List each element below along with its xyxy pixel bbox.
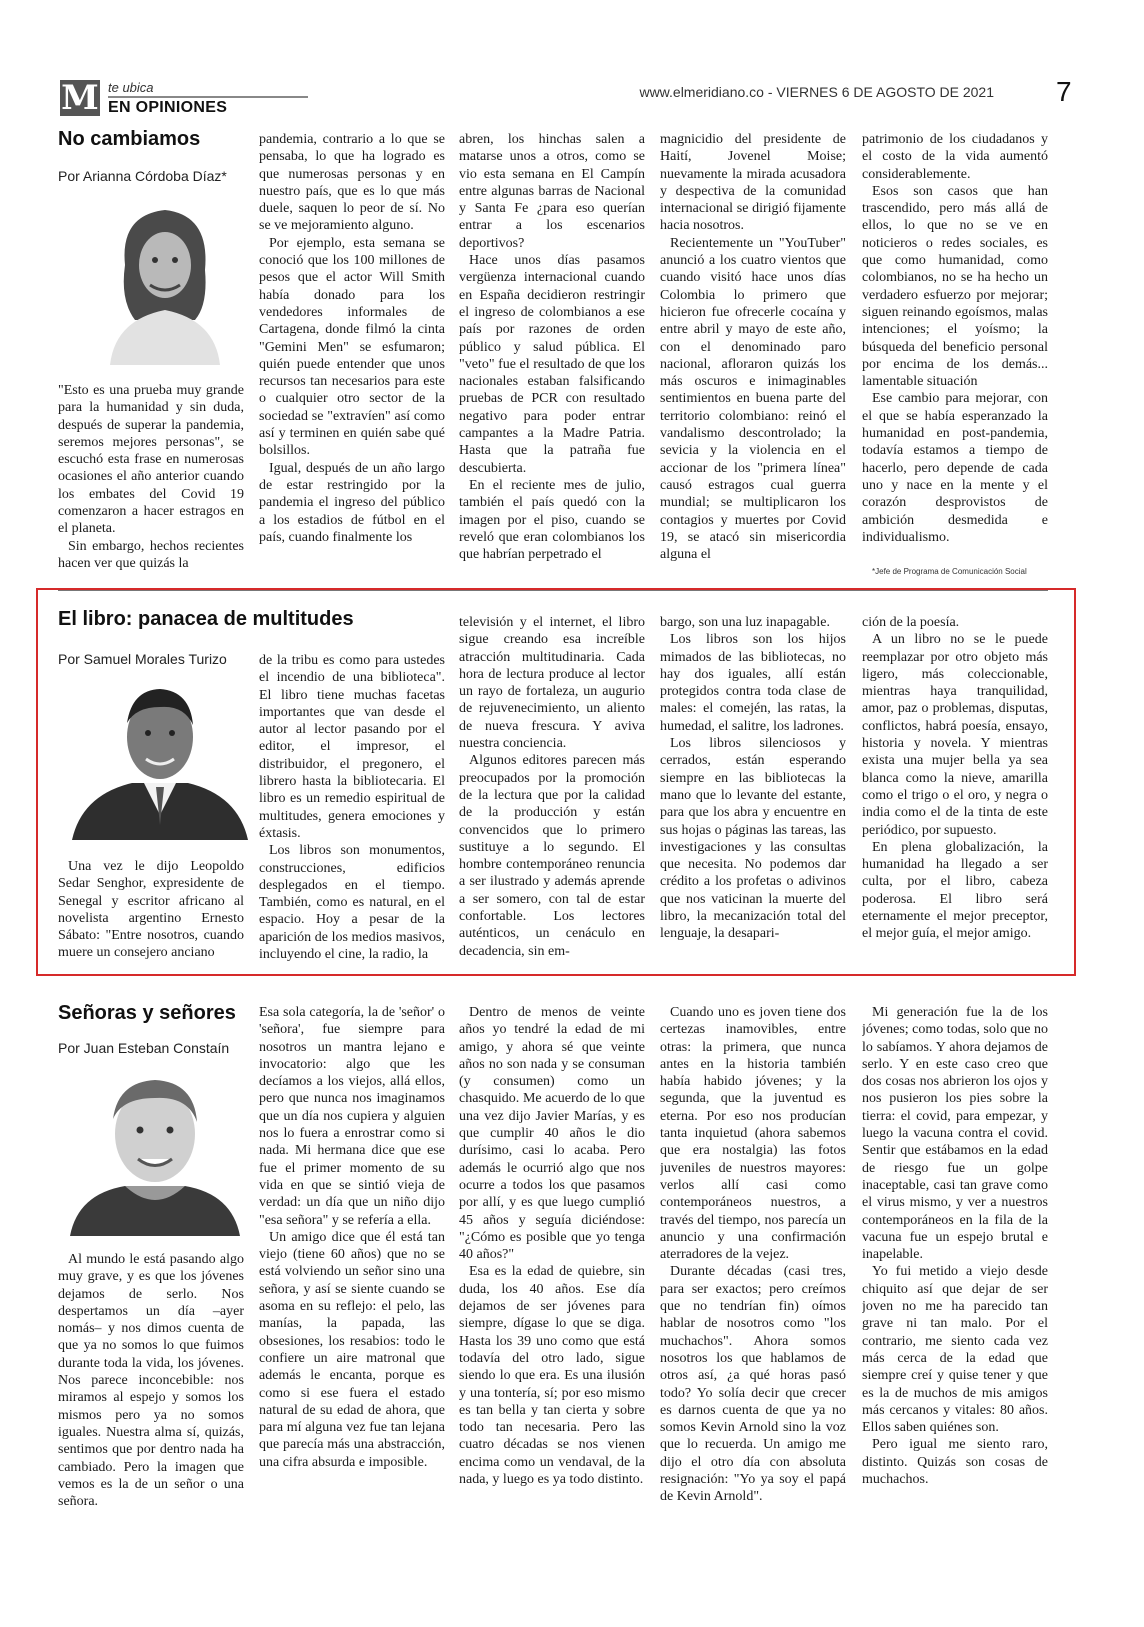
article-title: Señoras y señores [58, 1002, 236, 1024]
paragraph: Al mundo le está pasando algo muy grave, y es que los jóvenes dejamos de serlo. Nos despertamos un día –ayer nomás– y nos dimos cuenta de que ya no somos lo que fuimos durante toda la vida, los jóvenes. Nos parece inconcebible: nos miramos al espejo y somos los mismos pero ya no somos iguales. Nuestra alma sí, quizás, sentimos que por dentro nada ha cambiado. Pero la imagen que vemos es la de un señor o una señora. [58, 1252, 244, 1510]
article-column-4 [660, 1004, 846, 1534]
paragraph: Los libros son monumentos, construcciones, edificios desplegados en el tiempo. También, como es natural, en el espacio. Hoy a pesar de la aparición de los medios masivos, incluyendo el cine, la radio, la [259, 843, 445, 963]
paragraph: Hace unos días pasamos vergüenza internacional cuando en España decidieron restringir el ingreso de colombianos a ese país por razones de orden público y salud pública. El "veto" fue el resultado de que los nacionales estaban falsificando pruebas de PCR con resultado negativo para poder entrar campantes a la Madre Patria. Hasta que la patraña fue descubierta. [459, 253, 645, 476]
site-and-date: www.elmeridiano.co - VIERNES 6 DE AGOSTO DE 2021 [639, 84, 994, 100]
article-column-1 [58, 858, 244, 968]
article-column-4 [660, 614, 846, 970]
man-portrait-young-icon [70, 1064, 240, 1236]
paragraph: En el reciente mes de julio, también el país quedó con la imagen por el piso, cuando se reveló que eran colombianos los que habrían perpetrado el [459, 477, 645, 563]
paragraph: ción de la poesía. [862, 615, 960, 630]
paragraph: Yo fui metido a viejo desde chiquito así que dejar de ser joven no me ha parecido tan grave ni tan malo. Por el contrario, me siento cada vez más cerca de la edad que siempre creí y quise tener y que es la de muchos de mis amigos más cercanos y vitales: 80 años. Ellos saben quiénes son. [862, 1264, 1048, 1436]
article-byline: Por Arianna Córdoba Díaz* [58, 168, 227, 184]
article-column-2 [259, 652, 445, 970]
article-column-5 [862, 1004, 1048, 1534]
paragraph: Sin embargo, hechos recientes hacen ver que quizás la [58, 538, 244, 571]
paragraph: Los libros silenciosos y cerrados, están esperando siempre en las bibliotecas la mano que lo levante del estante, para que los abra y encuentre en sus hojas o páginas las tareas, las investigaciones y las consultas que necesita. No podemos dar crédito a los profetas o adivinos que nos vaticinan la muerte del libro, la mecanización total del lenguaje, la desapari- [660, 736, 846, 942]
article-byline: Por Juan Esteban Constaín [58, 1040, 230, 1056]
article-column-2 [259, 131, 445, 581]
paragraph: Un amigo dice que él está tan viejo (tiene 60 años) que no se está volviendo un señor sino una señora, y así se siente cuando se asoma en su reflejo: el pelo, las manías, la papada, las obsesiones, los resabios: todo le confiere un aire matronal que además le encanta, porque es como si ese fuera el estado natural de su edad de ahora, que para mí alguna vez fue tan lejana que parecía más una abstracción, una cifra absurda e imposible. [259, 1229, 445, 1470]
paragraph: patrimonio de los ciudadanos y el costo de la vida aumentó considerablemente. [862, 132, 1048, 182]
paragraph: Pero igual me siento raro, distinto. Quizás son cosas de muchachos. [862, 1437, 1048, 1488]
article-column-1 [58, 382, 244, 582]
paragraph: abren, los hinchas salen a matarse unos a otros, como se vio esta semana en El Campín entre algunas barras de Nacional y Santa Fe ¿para eso querían entrar a los escenarios deportivos? [459, 132, 645, 251]
paragraph: televisión y el internet, el libro sigue creando esa increíble atracción multitudinaria. Cada hora de lectura produce al lector un rayo de fortaleza, un augurio de rejuvenecimiento, un aliento de nueva frescura. Y aviva nuestra conciencia. [459, 615, 645, 752]
man-portrait-suit-icon [72, 675, 248, 840]
author-footnote: *Jefe de Programa de Comunicación Social [872, 567, 1027, 576]
article-column-2 [259, 1004, 445, 1534]
paragraph: Esos son casos que han trascendido, pero más allá de ellos, lo que no se ve en noticieros o redes sociales, es que como humanidad, como colombianos, no se ha hecho un verdadero esfuerzo por mejorar; siguen reinando egoísmos, malas intenciones; el yoísmo; la búsqueda del beneficio personal por encima de los demás... lamentable situación [862, 183, 1048, 390]
newspaper-logo: M [61, 78, 99, 118]
paragraph: Igual, después de un año largo de estar restringido por la pandemia el ingreso del público a los estadios de fútbol en el país, cuando finalmente los [259, 460, 445, 545]
section-kicker-small: te ubica [108, 80, 154, 95]
article-column-5 [862, 131, 1048, 566]
paragraph: magnicidio del presidente de Haití, Jovenel Moise; nuevamente la mirada acusadora y despectiva de la comunidad internacional se dirigió fijamente hacia nosotros. [660, 132, 846, 234]
paragraph: Recientemente un "YouTuber" anunció a los cuatro vientos que cuando visitó hace unos días Colombia lo primero que hicieron fue ofrecerle cocaína y entre abril y mayo de este año, con el denominado paro nacional, afloraron quizás los más oscuros e inimaginables sentimientos en buena parte del territorio colombiano: reinó el vandalismo descontrolado; la sevicia y la violencia en el accionar de los "primera línea" causó estragos cual guerra mundial; se multiplicaron los contagios y muertes por Covid 19, se atacó sin misericordia alguna el [660, 235, 846, 563]
paragraph: Los libros son los hijos mimados de las bibliotecas, no hay dos iguales, allí están protegidos contra toda clase de males: el comején, las ratas, la humedad, el salitre, los ladrones. [660, 632, 846, 734]
paragraph: bargo, son una luz inapagable. [660, 615, 831, 630]
paragraph: Esa sola categoría, la de 'señor' o 'señora', fue siempre para nosotros un mantra lejano e invocatorio: algo que les decíamos a los viejos, allá ellos, pero que nunca nos imaginamos que un día nos cupiera y alguien nos lo fuera a enrostrar como si nada. Mi hermana dice que ese fue el primer momento de su vida en que se sintió vieja de verdad: un día que un niño dijo "esa señora" y se refería a ella. [259, 1005, 445, 1228]
paragraph: A un libro no se le puede reemplazar por otro objeto más ligero, más coleccionable, mientras haya tranquilidad, amor, paz o problemas, disputas, conflictos, habrá poesía, ensayo, historia y novela. Y mientras exista una mujer bella ya sea blanca como la nieve, amarilla como el trigo o el oro, y negra o india como el de la tinta de este periódico, por supuesto. [862, 632, 1048, 838]
section-kicker: EN OPINIONES [108, 99, 228, 116]
paragraph: Mi generación fue la de los jóvenes; como todas, solo que no lo sabíamos. Y ahora dejamos de serlo. Y en este caso creo que dos cosas nos abrieron los ojos y nos pusieron los pies sobre la tierra: el covid, para empezar, y luego la vacuna contra el covid. Sentir que estábamos en la edad de riesgo fue un golpe inaceptable, casi tan grave como el virus mismo, y ver a nuestros contemporáneos en la fila de la vacuna fue un espejo brutal e inapelable. [862, 1005, 1048, 1263]
paragraph: Dentro de menos de veinte años yo tendré la edad de mi amigo, y ahora sé que veinte años no son nada y se consuman (y consumen) como un chasquido. Me acuerdo de lo que una vez dijo Javier Marías, y es que cumplir 40 años le dio durísimo, casi lo acaba. Pero además le ocurrió algo que nos ocurre a todos los que pasamos por allí, y es que luego cumplió 45 años y seguía diciéndose: "¿Cómo es posible que yo tenga 40 años?" [459, 1005, 645, 1263]
article-title: No cambiamos [58, 128, 201, 150]
paragraph: Por ejemplo, esta semana se conoció que los 100 millones de pesos que el actor Will Smith había donado para los vendedores informales de Cartagena, donde filmó la cinta "Gemini Men" se esfumaron; quién puede entender que unos recursos tan necesarios para este o cualquier otro sector de la sociedad se "extravíen" así como así y terminen en quién sabe qué bolsillos. [259, 235, 445, 459]
paragraph: "Esto es una prueba muy grande para la humanidad y sin duda, después de superar la pandemia, seremos mejores personas", se escuchó esta frase en numerosas ocasiones el año anterior cuando los embates del Covid 19 comenzaron a hacer estragos en el planeta. [58, 383, 244, 537]
paragraph: Ese cambio para mejorar, con el que se había esperanzado la humanidad en post-pandemia, todavía estamos a tiempo de hacerlo, pero depende de cada uno y nace en la mente y el corazón desprovistos de ambición desmedida e individualismo. [862, 391, 1048, 545]
article-title: El libro: panacea de multitudes [58, 608, 354, 630]
page-number: 7 [1056, 76, 1072, 107]
article-column-5 [862, 614, 1048, 970]
paragraph: Cuando uno es joven tiene dos certezas inamovibles, entre otras: la primera, que nunca antes en la historia también había habido jóvenes; y la segunda, que la juventud es eterna. Por eso nos producían tanta inquietud (ahora sabemos que era nostalgia) las fotos juveniles de nuestros mayores: verlos allí casi como contemporáneos nuestros, a través del tiempo, nos parecía un anuncio y una confirmación aterradores de la vejez. [660, 1005, 846, 1263]
article-column-1 [58, 1251, 244, 1531]
paragraph: En plena globalización, la humanidad ha llegado a ser culta, por el libro, cabeza poderosa. El libro será eternamente el mejor preceptor, el mejor guía, el mejor amigo. [862, 839, 1048, 942]
paragraph: Una vez le dijo Leopoldo Sedar Senghor, expresidente de Senegal y escritor africano al novelista argentino Ernesto Sábato: "Entre nosotros, cuando muere un consejero anciano [58, 859, 244, 961]
article-column-4 [660, 131, 846, 581]
article-column-3 [459, 614, 645, 970]
kicker-divider [108, 96, 308, 98]
paragraph: de la tribu es como para ustedes el incendio de una biblioteca". El libro tiene muchas facetas importantes que van desde el autor al lector pasando por el editor, el impresor, el distribuidor, el pregonero, el librero hasta la bibliotecaria. El libro es un remedio espiritual de multitudes, genera emociones y éxtasis. [259, 653, 445, 841]
article-column-3 [459, 131, 645, 581]
paragraph: Esa es la edad de quiebre, sin duda, los 40 años. Ese día dejamos de ser jóvenes para siempre, dígase lo que se diga. Hasta los 39 uno como que está todavía del otro lado, sigue siendo lo que era. Es una ilusión y una tontería, sí; por eso mismo es tan bella y tan cierta y sobre todo tan necesaria. Pero las cuatro décadas se nos vienen encima como un vendaval, de la nada, y luego es ya todo distinto. [459, 1264, 645, 1488]
paragraph: Durante décadas (casi tres, para ser exactos; pero creímos que no tendrían fin) oímos hablar de nosotros como "los muchachos". Ahora somos nosotros los que hablamos de otros así, ¿a qué horas pasó todo? Yo solía decir que crecer es darnos cuenta de que ya no somos Kevin Arnold sino la voz que lo recuerda. Un amigo me dijo el otro día con absoluta resignación: "Yo ya soy el papá de Kevin Arnold". [660, 1264, 846, 1505]
paragraph: Algunos editores parecen más preocupados por la promoción de la lectura que por la calidad de la producción y están convencidos que lo primero sustituye a lo segundo. El hombre contemporáneo renuncia a ser ilustrado y además aprende a ser somero, con tal de estar confortable. Los lectores auténticos, un cenáculo en decadencia, sin em- [459, 753, 645, 959]
article-byline: Por Samuel Morales Turizo [58, 651, 227, 667]
paragraph: pandemia, contrario a lo que se pensaba, lo que ha logrado es que numerosas personas y en nuestro país, que es lo que más duele, saquen lo peor de sí. No se ve mejoramiento alguno. [259, 132, 445, 234]
woman-portrait-icon [90, 195, 240, 365]
article-column-3 [459, 1004, 645, 1534]
